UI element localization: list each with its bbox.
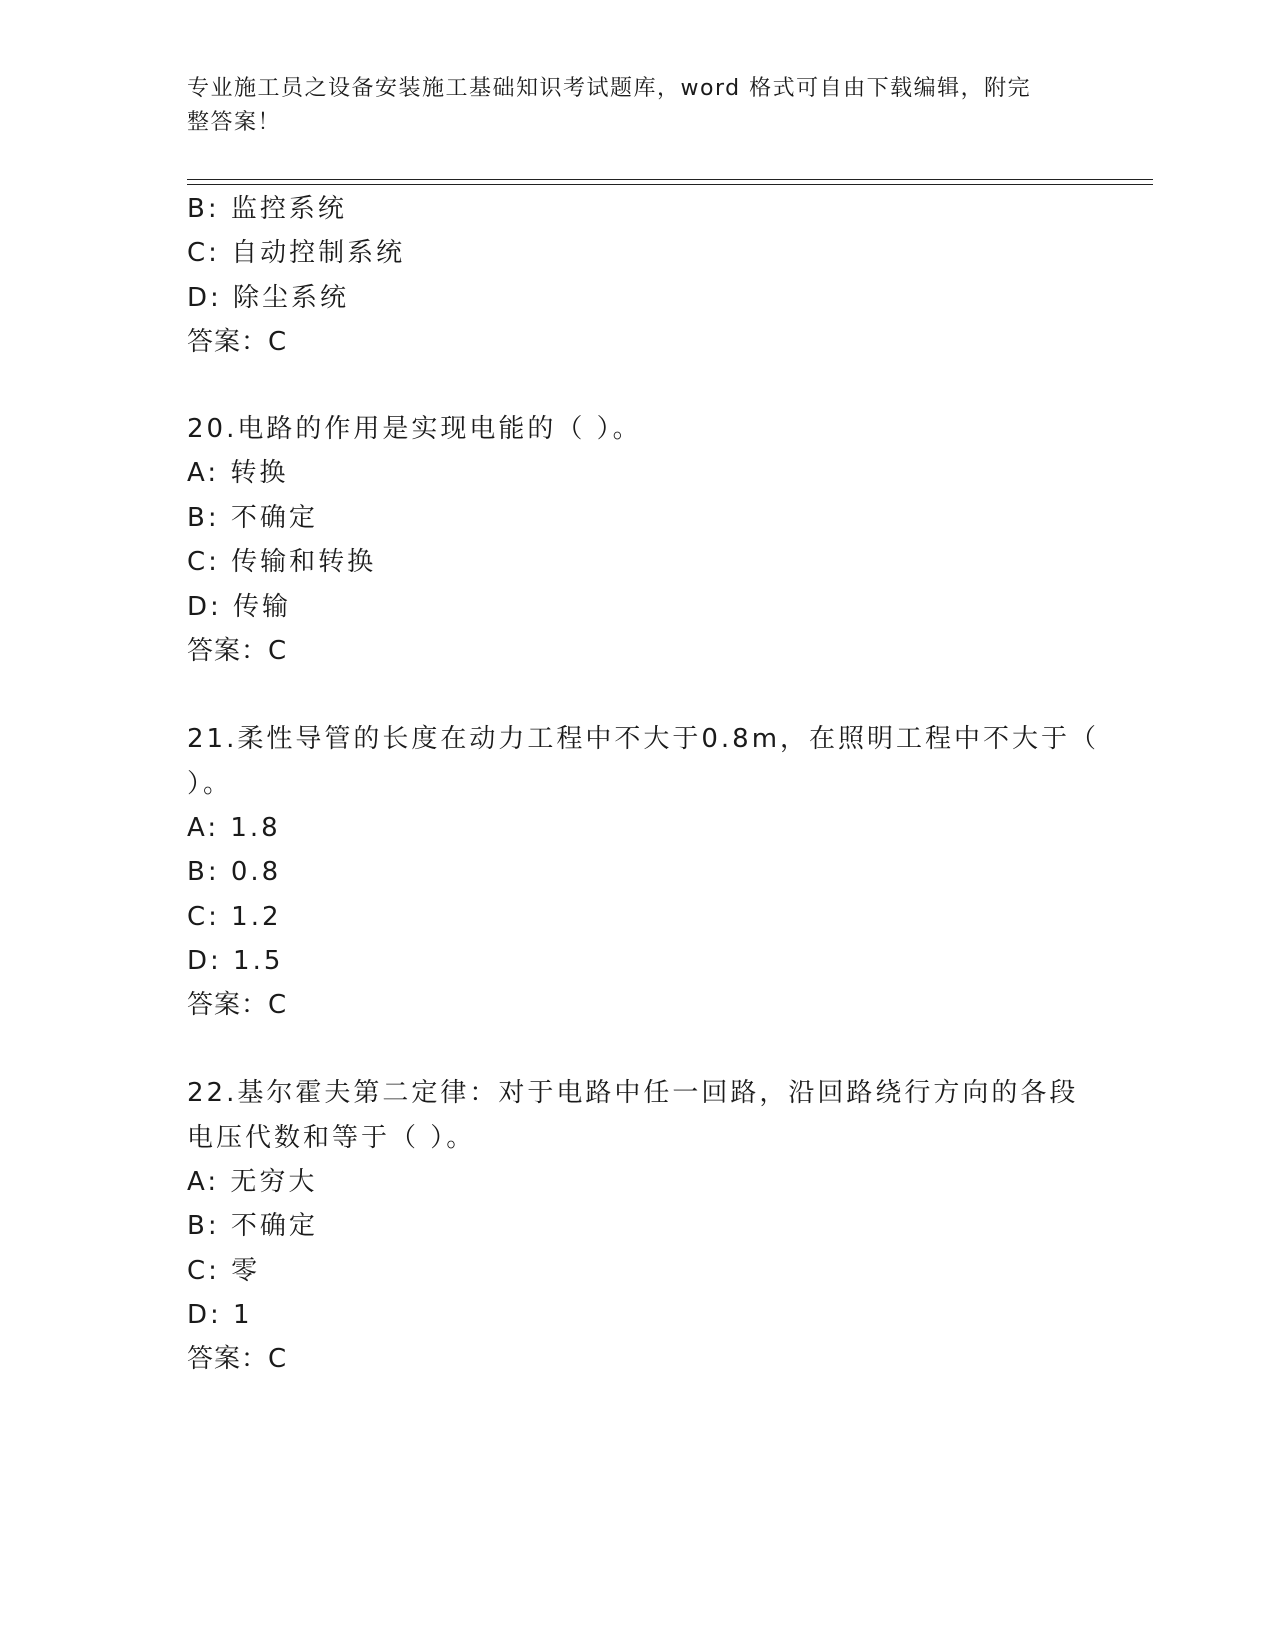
q20-option-a: A: 转换: [187, 458, 289, 488]
q20-stem: 20.电路的作用是实现电能的（ ）。: [187, 414, 642, 444]
q20-option-b: B: 不确定: [187, 503, 318, 533]
q21-option-b: B: 0.8: [187, 857, 282, 887]
q22-option-c: C: 零: [187, 1256, 261, 1286]
header-divider-bottom: [187, 184, 1153, 185]
document-header: [187, 72, 1067, 140]
q21-stem-line-2: ）。: [187, 769, 233, 799]
q22-option-b: B: 不确定: [187, 1211, 318, 1241]
q22-stem-line-2: 电压代数和等于（ ）。: [187, 1123, 476, 1153]
prev-option-d: D: 除尘系统: [187, 283, 350, 313]
q22-option-a: A: 无穷大: [187, 1167, 318, 1197]
header-title-line-2: 整答案！: [187, 110, 282, 135]
header-divider-top: [187, 179, 1153, 180]
q20-option-c: C: 传输和转换: [187, 547, 377, 577]
q22-answer: 答案：C: [187, 1344, 288, 1374]
q22-stem-line-1: 22.基尔霍夫第二定律：对于电路中任一回路，沿回路绕行方向的各段: [187, 1078, 1079, 1108]
q21-option-a: A: 1.8: [187, 813, 281, 843]
q21-stem-line-1: 21.柔性导管的长度在动力工程中不大于0.8m，在照明工程中不大于（: [187, 724, 1100, 754]
q20-answer: 答案：C: [187, 636, 288, 666]
prev-option-c: C: 自动控制系统: [187, 238, 406, 268]
q20-option-d: D: 传输: [187, 592, 292, 622]
q21-answer: 答案：C: [187, 990, 288, 1020]
q21-option-c: C: 1.2: [187, 902, 282, 932]
prev-option-b: B: 监控系统: [187, 194, 347, 224]
prev-answer: 答案：C: [187, 327, 288, 357]
q22-option-d: D: 1: [187, 1300, 253, 1330]
header-title-line-1: 专业施工员之设备安装施工基础知识考试题库，word 格式可自由下载编辑，附完: [187, 76, 1032, 101]
q21-option-d: D: 1.5: [187, 946, 284, 976]
